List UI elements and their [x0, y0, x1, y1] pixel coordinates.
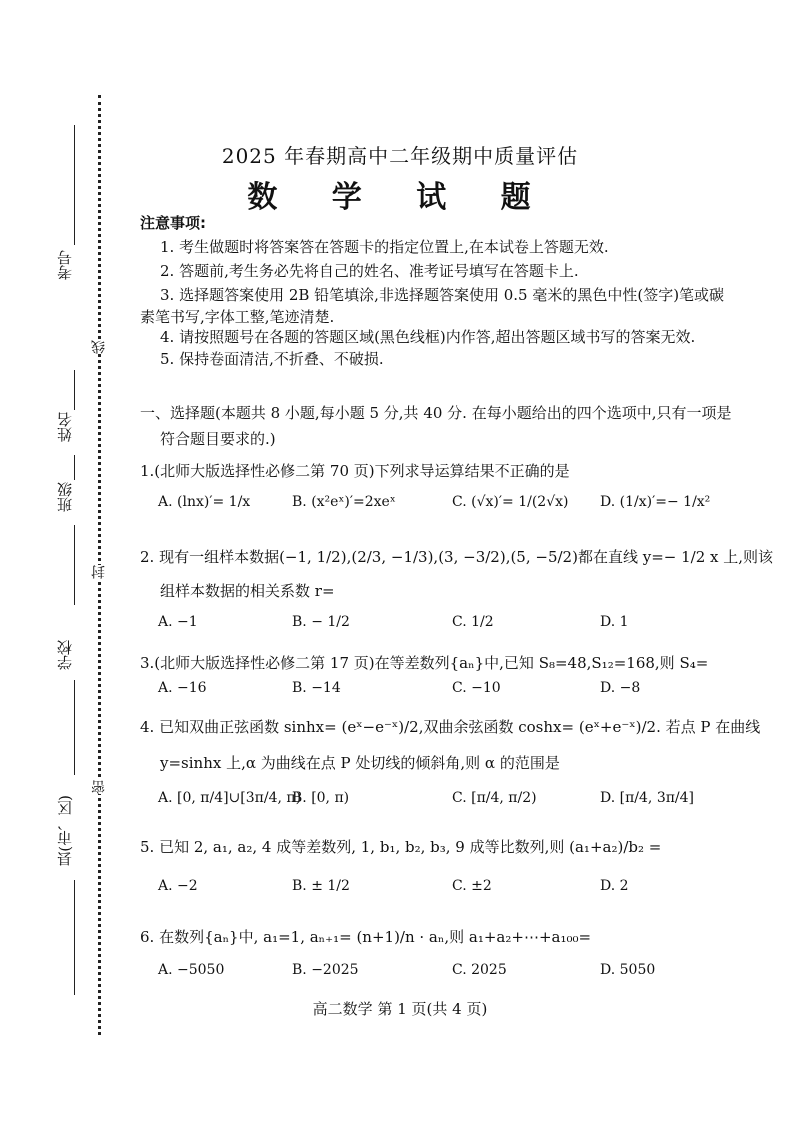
notice-item: 素笔书写,字体工整,笔迹清楚. [140, 308, 335, 326]
section-heading-cont: 符合题目要求的.) [160, 430, 276, 448]
question-2-stem-cont: 组样本数据的相关系数 r= [160, 582, 335, 600]
question-6-stem: 6. 在数列{aₙ}中, a₁=1, aₙ₊₁= (n+1)/n · aₙ,则 a₁+a₂+⋯+a₁₀₀= [140, 928, 592, 946]
q6-option-b: B. −2025 [292, 962, 359, 978]
q3-option-c: C. −10 [452, 680, 501, 696]
q5-option-b: B. ± 1/2 [292, 878, 350, 894]
question-4-stem-cont: y=sinhx 上,α 为曲线在点 P 处切线的倾斜角,则 α 的范围是 [160, 754, 560, 772]
notice-item: 2. 答题前,考生务必先将自己的姓名、准考证号填写在答题卡上. [160, 262, 579, 280]
q2-option-d: D. 1 [600, 614, 629, 630]
q6-option-d: D. 5050 [600, 962, 656, 978]
q2-option-a: A. −1 [158, 614, 198, 630]
seal-marker-secret: 密 [91, 780, 107, 794]
q6-option-c: C. 2025 [452, 962, 507, 978]
q5-option-d: D. 2 [600, 878, 629, 894]
q3-option-d: D. −8 [600, 680, 641, 696]
school-line [74, 680, 75, 775]
exam-number-label: 考号 [56, 250, 74, 280]
name-line [74, 370, 75, 410]
page-footer: 高二数学 第 1 页(共 4 页) [312, 1000, 488, 1018]
name-label: 姓名 [56, 412, 74, 442]
notice-heading: 注意事项: [140, 214, 206, 232]
notice-item: 5. 保持卷面清洁,不折叠、不破损. [160, 350, 384, 368]
q1-option-d: D. (1/x)′=− 1/x² [600, 494, 711, 510]
question-4-stem: 4. 已知双曲正弦函数 sinhx= (eˣ−e⁻ˣ)/2,双曲余弦函数 coshx= (eˣ+e⁻ˣ)/2. 若点 P 在曲线 [140, 718, 761, 736]
section-heading: 一、选择题(本题共 8 小题,每小题 5 分,共 40 分. 在每小题给出的四个选项中,只有一项是 [140, 404, 732, 422]
notice-item: 1. 考生做题时将答案答在答题卡的指定位置上,在本试卷上答题无效. [160, 238, 609, 256]
subject-title: 数 学 试 题 [247, 180, 553, 215]
q1-option-a: A. (lnx)′= 1/x [158, 494, 251, 510]
q2-option-c: C. 1/2 [452, 614, 494, 630]
school-label: 学校 [56, 640, 74, 670]
county-line [74, 880, 75, 995]
seal-marker-seal: 封 [91, 565, 107, 579]
class-line-top [74, 455, 75, 480]
question-5-stem: 5. 已知 2, a₁, a₂, 4 成等差数列, 1, b₁, b₂, b₃, 9 成等比数列,则 (a₁+a₂)/b₂ = [140, 838, 662, 856]
question-2-stem: 2. 现有一组样本数据(−1, 1/2),(2/3, −1/3),(3, −3/2),(5, −5/2)都在直线 y=− 1/2 x 上,则该 [140, 548, 774, 566]
class-label: 班级 [56, 482, 74, 512]
q4-option-b: B. [0, π) [292, 790, 350, 806]
q3-option-a: A. −16 [158, 680, 207, 696]
q5-option-c: C. ±2 [452, 878, 492, 894]
notice-item: 3. 选择题答案使用 2B 铅笔填涂,非选择题答案使用 0.5 毫米的黑色中性(签字)笔或碳 [160, 286, 725, 304]
q1-option-c: C. (√x)′= 1/(2√x) [452, 494, 569, 510]
question-3-stem: 3.(北师大版选择性必修二第 17 页)在等差数列{aₙ}中,已知 S₈=48,S₁₂=168,则 S₄= [140, 654, 709, 672]
county-label: 县(市、区) [56, 795, 74, 867]
question-1-stem: 1.(北师大版选择性必修二第 70 页)下列求导运算结果不正确的是 [140, 462, 570, 480]
q5-option-a: A. −2 [158, 878, 198, 894]
q4-option-c: C. [π/4, π/2) [452, 790, 537, 806]
notice-item: 4. 请按照题号在各题的答题区域(黑色线框)内作答,超出答题区域书写的答案无效. [160, 328, 696, 346]
q4-option-d: D. [π/4, 3π/4] [600, 790, 695, 806]
exam-title: 2025 年春期高中二年级期中质量评估 [221, 144, 579, 168]
q3-option-b: B. −14 [292, 680, 341, 696]
seal-marker-line: 线 [91, 340, 107, 354]
q2-option-b: B. − 1/2 [292, 614, 350, 630]
q6-option-a: A. −5050 [158, 962, 225, 978]
class-line-bottom [74, 525, 75, 605]
q4-option-a: A. [0, π/4]∪[3π/4, π) [158, 790, 302, 806]
q1-option-b: B. (x²eˣ)′=2xeˣ [292, 494, 396, 510]
